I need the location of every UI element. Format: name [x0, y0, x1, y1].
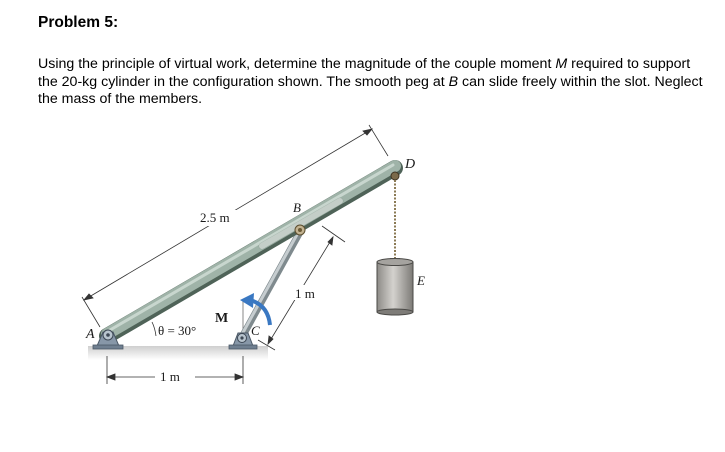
base-length-label: 1 m: [160, 369, 180, 384]
label-e: E: [417, 273, 425, 288]
label-m: M: [215, 311, 229, 326]
statement-variable-b: B: [448, 73, 459, 90]
link-length-label: 1 m: [295, 286, 315, 301]
peg-b: [295, 225, 305, 235]
statement-part-1: Using the principle of virtual work, determine the magnitude of the couple moment: [38, 56, 556, 72]
statement-part-2: required to support the 20-kg cylinder in the configuration shown. The smooth peg at: [38, 56, 691, 90]
statement-variable-m: M: [555, 56, 568, 72]
bar-length-label: 2.5 m: [200, 210, 230, 225]
statement-part-3: can slide freely within the slot. Neglect the mass of the members.: [38, 73, 703, 107]
cylinder-e: [377, 258, 413, 315]
label-b: B: [293, 200, 301, 215]
label-c: C: [251, 323, 260, 338]
label-a: A: [86, 327, 95, 342]
end-d: [391, 172, 399, 180]
label-d: D: [405, 157, 416, 172]
slotted-bar-ad: [107, 165, 395, 336]
angle-label: θ = 30°: [158, 323, 197, 338]
problem-heading: Problem 5:: [38, 14, 119, 31]
angle-arc: [152, 322, 156, 336]
